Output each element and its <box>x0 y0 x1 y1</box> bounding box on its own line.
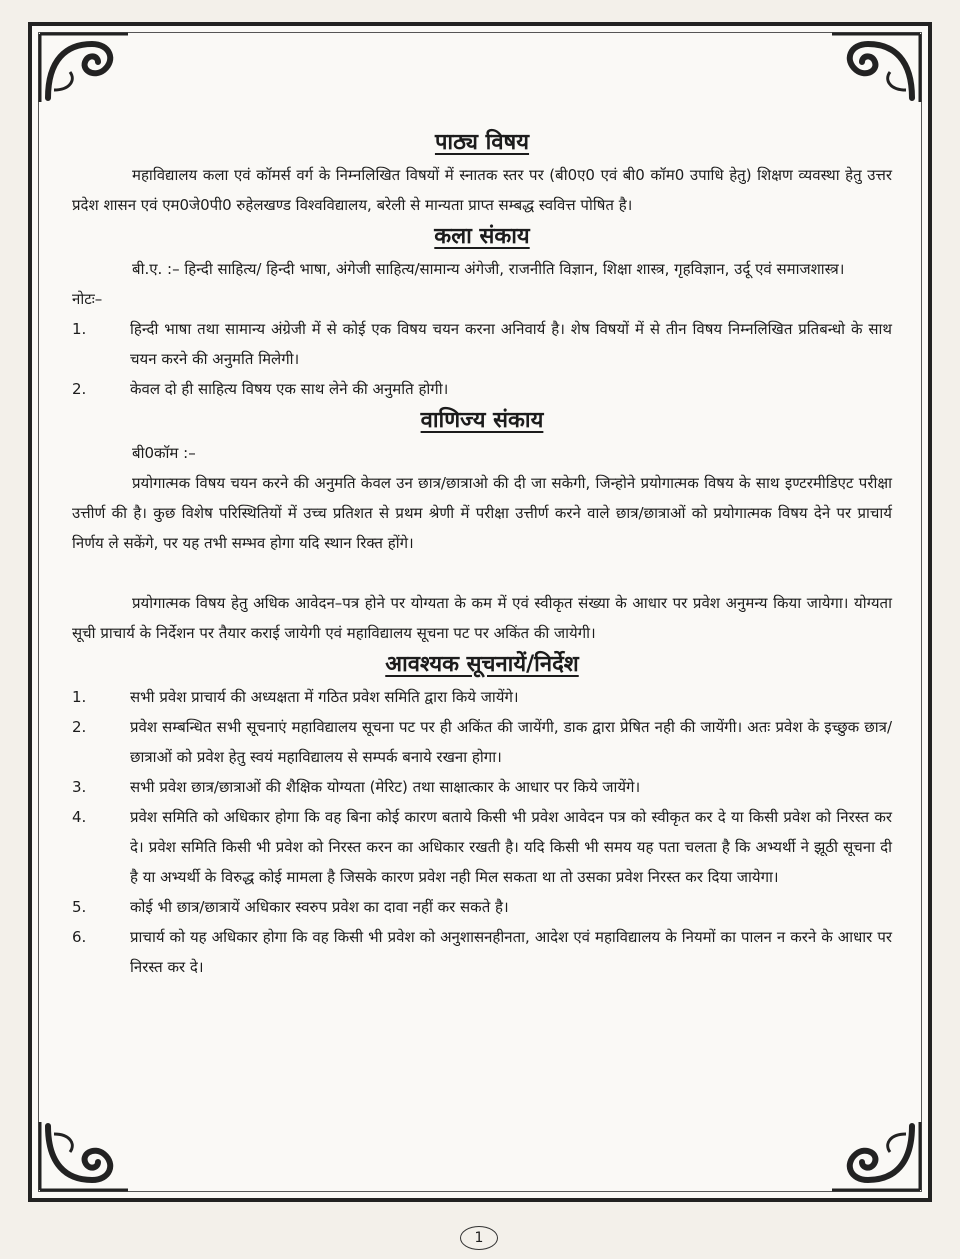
corner-ornament-bottom-left <box>36 1118 132 1194</box>
list-item <box>72 922 892 982</box>
page-content <box>72 126 892 982</box>
list-item <box>72 314 892 374</box>
note-label: नोटः– <box>72 290 103 308</box>
list-text: कोई भी छात्र/छात्रायें अधिकार स्वरुप प्रवेश का दावा नहीं कर सकते है। <box>130 898 509 916</box>
arts-notes-list <box>72 314 892 404</box>
paragraph-gap <box>72 558 892 588</box>
list-text: प्रवेश सम्बन्धित सभी सूचनाएं महाविद्यालय सूचना पट पर ही अकिंत की जायेंगी, डाक द्वारा प्रेषित नही की जायेंगी। अतः प्रवेश के इच्छुक छात्र/छात्राओं को प्रवेश हेतु स्वयं महाविद्यालय से सम्पर्क बनाये रखना होगा। <box>130 718 892 766</box>
commerce-paragraph-1: प्रयोगात्मक विषय चयन करने की अनुमति केवल उन छात्र/छात्राओ की दी जा सकेगी, जिन्होने प्रयोगात्मक विषय के साथ इण्टरमीडिएट परीक्षा उत्तीर्ण की है। कुछ विशेष परिस्थितियों में उच्च प्रतिशत से प्रथम श्रेणी में परीक्षा उत्तीर्ण करने वाले छात्र/छात्राओं को प्रयोगात्मक विषय देने पर प्राचार्य निर्णय ले सकेंगे, पर यह तभी सम्भव होगा यदि स्थान रिक्त होंगे। <box>72 474 892 552</box>
list-item <box>72 682 892 712</box>
list-text: सभी प्रवेश छात्र/छात्राओं की शैक्षिक योग्यता (मेरिट) तथा साक्षात्कार के आधार पर किये जायेंगे। <box>130 778 641 796</box>
intro-paragraph: महाविद्यालय कला एवं कॉमर्स वर्ग के निम्नलिखित विषयों में स्नातक स्तर पर (बी0ए0 एवं बी0 कॉम0 उपाधि हेतु) शिक्षण व्यवस्था हेतु उत्तर प्रदेश शासन एवं एम0जे0पी0 रुहेलखण्ड विश्वविद्यालय, बरेली से मान्यता प्राप्त सम्बद्ध स्ववित्त पोषित है। <box>72 166 892 214</box>
heading-commerce-faculty: वाणिज्य संकाय <box>420 408 544 433</box>
heading-instructions: आवश्यक सूचनायें/निर्देश <box>385 652 579 677</box>
list-number: 2. <box>72 718 87 736</box>
list-text: सभी प्रवेश प्राचार्य की अध्यक्षता में गठित प्रवेश समिति द्वारा किये जायेंगे। <box>130 688 519 706</box>
list-number: 3. <box>72 778 87 796</box>
list-item <box>72 374 892 404</box>
corner-ornament-bottom-right <box>828 1118 924 1194</box>
heading-subjects: पाठ्य विषय <box>434 130 530 155</box>
list-number: 4. <box>72 808 87 826</box>
arts-subjects-paragraph: बी.ए. :– हिन्दी साहित्य/ हिन्दी भाषा, अंगेजी साहित्य/सामान्य अंगेजी, राजनीति विज्ञान, शिक्षा शास्त्र, गृहविज्ञान, उर्दू एवं समाजशास्त्र। <box>132 260 845 278</box>
list-text: हिन्दी भाषा तथा सामान्य अंग्रेजी में से कोई एक विषय चयन करना अनिवार्य है। शेष विषयों में से तीन विषय निम्नलिखित प्रतिबन्धो के साथ चयन करने की अनुमति मिलेगी। <box>130 320 892 368</box>
list-text: प्रवेश समिति को अधिकार होगा कि वह बिना कोई कारण बताये किसी भी प्रवेश आवेदन पत्र को स्वीकृत कर दे या किसी प्रवेश को निरस्त कर दे। प्रवेश समिति किसी भी प्रवेश को निरस्त करन का अधिकार रखती है। यदि किसी भी समय यह पता चलता है कि अभ्यर्थी ने झूठी सूचना दी है या अभ्यर्थी के विरुद्ध कोई मामला है जिसके कारण प्रवेश नही मिल सकता था तो उसका प्रवेश निरस्त कर दिया जायेगा। <box>130 808 892 886</box>
page-border <box>28 22 932 1202</box>
list-number: 6. <box>72 928 87 946</box>
corner-ornament-top-right <box>828 30 924 106</box>
list-text: प्राचार्य को यह अधिकार होगा कि वह किसी भी प्रवेश को अनुशासनहीनता, आदेश एवं महाविद्यालय के नियमों का पालन न करने के आधार पर निरस्त कर दे। <box>130 928 892 976</box>
list-number: 1. <box>72 688 87 706</box>
corner-ornament-top-left <box>36 30 132 106</box>
list-number: 1. <box>72 320 87 338</box>
list-number: 5. <box>72 898 87 916</box>
page-number: 1 <box>460 1226 498 1250</box>
heading-arts-faculty: कला संकाय <box>434 224 530 249</box>
instructions-list <box>72 682 892 982</box>
list-item <box>72 772 892 802</box>
list-item <box>72 712 892 772</box>
commerce-paragraph-2: प्रयोगात्मक विषय हेतु अधिक आवेदन–पत्र होने पर योग्यता के कम में एवं स्वीकृत संख्या के आधार पर प्रवेश अनुमन्य किया जायेगा। योग्यता सूची प्राचार्य के निर्देशन पर तैयार कराई जायेगी एवं महाविद्यालय सूचना पट पर अकिंत की जायेगी। <box>72 594 892 642</box>
list-number: 2. <box>72 380 87 398</box>
commerce-label: बी0कॉम :– <box>132 444 196 462</box>
list-item <box>72 802 892 892</box>
list-item <box>72 892 892 922</box>
list-text: केवल दो ही साहित्य विषय एक साथ लेने की अनुमति होगी। <box>130 380 449 398</box>
